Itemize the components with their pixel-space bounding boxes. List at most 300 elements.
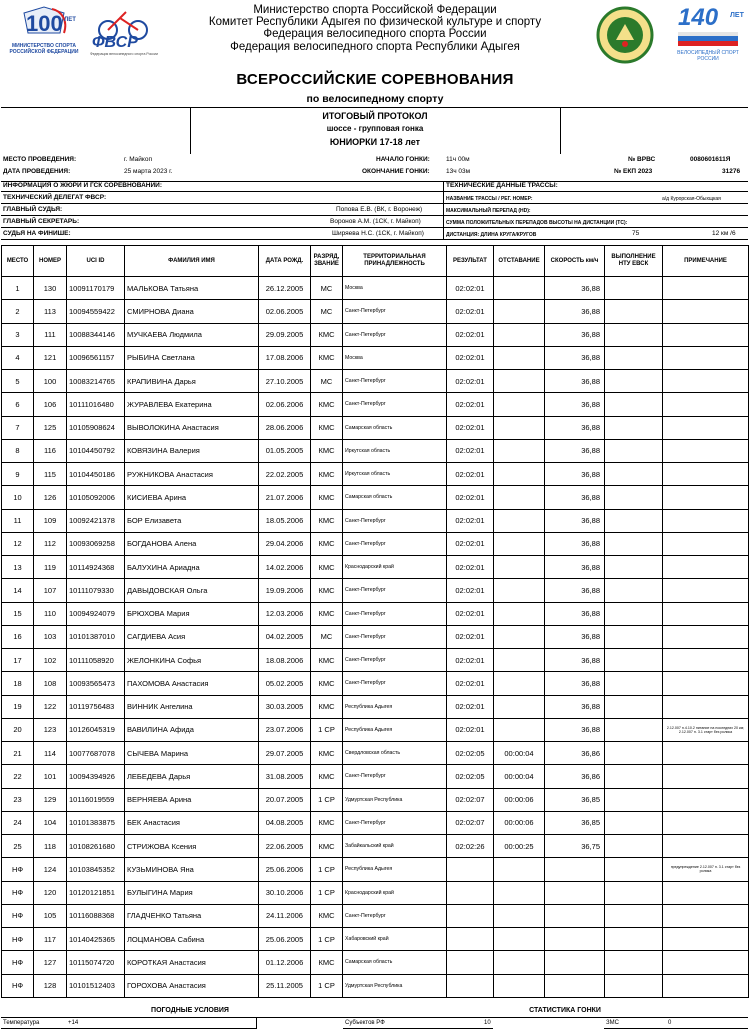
cell-ntu (605, 486, 663, 509)
table-row (2, 346, 749, 369)
distance-laps: 12 км /6 (712, 230, 736, 237)
cell-note (663, 416, 749, 439)
cell-ntu (605, 323, 663, 346)
cell-place: 15 (2, 602, 34, 625)
table-row (2, 788, 749, 811)
cell-rider-name: БАЛУХИНА Ариадна (125, 556, 259, 579)
subjects-label: Субъектов РФ (345, 1020, 385, 1026)
cell-gap (494, 695, 545, 718)
cell-bib: 114 (34, 742, 67, 765)
cell-place: НФ (2, 951, 34, 974)
cell-uci-id: 10111016480 (67, 393, 125, 416)
cell-rider-name: БУЛЫГИНА Мария (125, 881, 259, 904)
cell-note (663, 625, 749, 648)
cell-region: Санкт-Петербург (343, 393, 447, 416)
cell-bib: 128 (34, 974, 67, 997)
anniversary-140-logo (668, 4, 748, 66)
ministry-logo (4, 3, 84, 61)
cell-rider-name: ГЛАДЧЕНКО Татьяна (125, 904, 259, 927)
cell-rider-name: САГДИЕВА Асия (125, 625, 259, 648)
cell-birth-date: 17.08.2006 (259, 346, 311, 369)
cell-place: 21 (2, 742, 34, 765)
cell-result: 02:02:07 (447, 811, 494, 834)
cell-region: Самарская область (343, 951, 447, 974)
cell-bib: 129 (34, 788, 67, 811)
cell-rank: КМС (311, 509, 343, 532)
cell-speed: 36,88 (545, 649, 605, 672)
cell-rank: 1 СР (311, 718, 343, 741)
table-row (2, 835, 749, 858)
cell-uci-id: 10094394926 (67, 765, 125, 788)
ekp-label: № ЕКП 2023 (614, 168, 653, 175)
cell-ntu (605, 928, 663, 951)
cell-gap: 00:00:04 (494, 765, 545, 788)
cell-uci-id: 10088344146 (67, 323, 125, 346)
cell-rank: 1 СР (311, 858, 343, 881)
cell-bib: 125 (34, 416, 67, 439)
cell-rank: КМС (311, 556, 343, 579)
cell-bib: 109 (34, 509, 67, 532)
cell-speed: 36,85 (545, 788, 605, 811)
table-row (2, 323, 749, 346)
cell-speed: 36,88 (545, 486, 605, 509)
cell-birth-date: 22.06.2005 (259, 835, 311, 858)
cell-place: 14 (2, 579, 34, 602)
column-header: ФАМИЛИЯ ИМЯ (125, 246, 259, 277)
cell-rank: МС (311, 300, 343, 323)
cell-note (663, 370, 749, 393)
table-row (2, 509, 749, 532)
cell-uci-id: 10104450792 (67, 439, 125, 462)
cell-result: 02:02:01 (447, 463, 494, 486)
cell-region: Республика Адыгея (343, 858, 447, 881)
discipline: шоссе - групповая гонка (326, 124, 424, 133)
cell-speed: 36,88 (545, 323, 605, 346)
table-row (2, 742, 749, 765)
cell-note (663, 974, 749, 997)
cell-speed: 36,88 (545, 277, 605, 300)
cell-birth-date: 02.06.2006 (259, 393, 311, 416)
cell-result: 02:02:01 (447, 393, 494, 416)
cell-rider-name: КУЗЬМИНОВА Яна (125, 858, 259, 881)
cell-bib: 102 (34, 649, 67, 672)
cell-rank: КМС (311, 323, 343, 346)
cell-result: 02:02:01 (447, 649, 494, 672)
cell-region: Санкт-Петербург (343, 532, 447, 555)
cell-gap (494, 416, 545, 439)
cell-uci-id: 10111058920 (67, 649, 125, 672)
cell-birth-date: 04.08.2005 (259, 811, 311, 834)
cell-birth-date: 31.08.2005 (259, 765, 311, 788)
cell-rider-name: БРЮХОВА Мария (125, 602, 259, 625)
cell-rank: КМС (311, 393, 343, 416)
cell-birth-date: 25.06.2005 (259, 928, 311, 951)
cell-region: Республика Адыгея (343, 718, 447, 741)
cell-result: 02:02:01 (447, 509, 494, 532)
cell-place: 13 (2, 556, 34, 579)
cell-ntu (605, 346, 663, 369)
track-name-label: НАЗВАНИЕ ТРАССЫ / РЕГ. НОМЕР: (446, 196, 533, 202)
cell-rider-name: КРАПИВИНА Дарья (125, 370, 259, 393)
table-row (2, 463, 749, 486)
cell-region: Санкт-Петербург (343, 904, 447, 927)
adygea-emblem (596, 6, 654, 64)
cell-place: 12 (2, 532, 34, 555)
table-row (2, 486, 749, 509)
cell-rank: КМС (311, 579, 343, 602)
column-header: ДАТА РОЖД. (259, 246, 311, 277)
cell-rank: КМС (311, 532, 343, 555)
cell-rider-name: ГОРОХОВА Анастасия (125, 974, 259, 997)
cell-region: Самарская область (343, 416, 447, 439)
cell-birth-date: 18.05.2006 (259, 509, 311, 532)
anniversary-number: 140 (678, 4, 719, 31)
cell-birth-date: 14.02.2006 (259, 556, 311, 579)
zmc-value: 0 (668, 1020, 672, 1026)
cell-rider-name: СТРИЖОВА Ксения (125, 835, 259, 858)
cell-gap: 00:00:25 (494, 835, 545, 858)
table-row (2, 579, 749, 602)
cell-ntu (605, 579, 663, 602)
cell-region: Удмуртская Республика (343, 788, 447, 811)
cell-place: 3 (2, 323, 34, 346)
divider (1, 107, 748, 108)
cell-place: 25 (2, 835, 34, 858)
cell-result: 02:02:01 (447, 718, 494, 741)
cell-uci-id: 10114924368 (67, 556, 125, 579)
cell-uci-id: 10120121851 (67, 881, 125, 904)
cell-result: 02:02:01 (447, 579, 494, 602)
start-value: 11ч 00м (446, 156, 470, 163)
cell-rank: 1 СР (311, 928, 343, 951)
cell-place: 24 (2, 811, 34, 834)
cell-gap (494, 904, 545, 927)
cell-bib: 111 (34, 323, 67, 346)
cell-note (663, 277, 749, 300)
cell-gap (494, 625, 545, 648)
cell-rank: КМС (311, 439, 343, 462)
cell-speed: 36,88 (545, 393, 605, 416)
table-row (2, 416, 749, 439)
cell-ntu (605, 649, 663, 672)
column-header: ВЫПОЛНЕНИЕ НТУ ЕВСК (605, 246, 663, 277)
table-row (2, 811, 749, 834)
flag-stripe-icon (678, 32, 738, 46)
finish-judge-value: Ширяева Н.С. (1СК, г. Майкоп) (332, 230, 424, 237)
cell-note (663, 928, 749, 951)
cell-birth-date: 30.10.2006 (259, 881, 311, 904)
cell-note (663, 532, 749, 555)
cell-result: 02:02:01 (447, 602, 494, 625)
cell-birth-date: 25.06.2006 (259, 858, 311, 881)
cell-gap (494, 323, 545, 346)
header-line-3: Федерация велосипедного спорта России (263, 28, 487, 40)
cell-uci-id: 10126045319 (67, 718, 125, 741)
column-header: ТЕРРИТОРИАЛЬНАЯ ПРИНАДЛЕЖНОСТЬ (343, 246, 447, 277)
cell-region: Хабаровский край (343, 928, 447, 951)
cell-rider-name: КОВЯЗИНА Валерия (125, 439, 259, 462)
column-header: ОТСТАВАНИЕ (494, 246, 545, 277)
chief-secretary-value: Воронов А.М. (1СК, г. Майкоп) (330, 218, 421, 225)
cell-uci-id: 10094924079 (67, 602, 125, 625)
cell-bib: 105 (34, 904, 67, 927)
cell-uci-id: 10101512403 (67, 974, 125, 997)
cell-rank: МС (311, 277, 343, 300)
cell-region: Удмуртская Республика (343, 974, 447, 997)
cell-region: Санкт-Петербург (343, 672, 447, 695)
cell-rider-name: ПАХОМОВА Анастасия (125, 672, 259, 695)
divider (1, 191, 748, 192)
cell-rank: КМС (311, 904, 343, 927)
cell-speed: 36,75 (545, 835, 605, 858)
cell-ntu (605, 509, 663, 532)
cell-place: 17 (2, 649, 34, 672)
cell-note: предупреждение 2.12.007 п. 3.1 старт без ролика (663, 858, 749, 881)
cell-bib: 117 (34, 928, 67, 951)
cell-birth-date: 02.06.2005 (259, 300, 311, 323)
table-row (2, 881, 749, 904)
cell-note (663, 695, 749, 718)
distance-label: ДИСТАНЦИЯ: ДЛИНА КРУГА/КРУГОВ (446, 232, 537, 238)
cell-result: 02:02:01 (447, 695, 494, 718)
cell-bib: 101 (34, 765, 67, 788)
cell-birth-date: 04.02.2005 (259, 625, 311, 648)
cell-gap (494, 532, 545, 555)
cell-note (663, 579, 749, 602)
cell-region: Краснодарский край (343, 556, 447, 579)
header-line-2: Комитет Республики Адыгея по физической культуре и спорту (208, 16, 542, 28)
cell-uci-id: 10083214765 (67, 370, 125, 393)
cell-uci-id: 10119756483 (67, 695, 125, 718)
cell-region: Санкт-Петербург (343, 300, 447, 323)
cell-result: 02:02:01 (447, 532, 494, 555)
cell-place: НФ (2, 928, 34, 951)
header-line-1: Министерство спорта Российской Федерации (253, 4, 497, 16)
cell-note (663, 486, 749, 509)
table-row (2, 625, 749, 648)
cell-rider-name: ЛЕБЕДЕВА Дарья (125, 765, 259, 788)
cell-birth-date: 01.05.2005 (259, 439, 311, 462)
cell-rank: МС (311, 370, 343, 393)
cell-speed (545, 951, 605, 974)
ekp-value: 31276 (722, 168, 741, 175)
cell-gap (494, 370, 545, 393)
cell-rank: МС (311, 625, 343, 648)
anniversary-caption: ВЕЛОСИПЕДНЫЙ СПОРТ РОССИИ (677, 50, 739, 62)
cell-uci-id: 10092421378 (67, 509, 125, 532)
fvsr-logo-text: ФВСР (92, 34, 138, 51)
cell-place: 23 (2, 788, 34, 811)
cell-place: 8 (2, 439, 34, 462)
cell-gap (494, 393, 545, 416)
cell-place: 11 (2, 509, 34, 532)
cell-ntu (605, 718, 663, 741)
cell-uci-id: 10096561157 (67, 346, 125, 369)
table-row (2, 532, 749, 555)
cell-note (663, 556, 749, 579)
cell-speed: 36,88 (545, 556, 605, 579)
cell-note (663, 951, 749, 974)
date-value: 25 марта 2023 г. (124, 168, 173, 175)
cell-gap (494, 346, 545, 369)
cell-speed: 36,88 (545, 672, 605, 695)
cell-gap (494, 300, 545, 323)
cell-place: 10 (2, 486, 34, 509)
date-label: ДАТА ПРОВЕДЕНИЯ: (3, 168, 71, 175)
cell-birth-date: 24.11.2006 (259, 904, 311, 927)
cell-speed (545, 904, 605, 927)
cell-gap (494, 951, 545, 974)
stats-title: СТАТИСТИКА ГОНКИ (529, 1007, 601, 1014)
cell-bib: 121 (34, 346, 67, 369)
cell-gap (494, 556, 545, 579)
cell-bib: 100 (34, 370, 67, 393)
cell-uci-id: 10105092006 (67, 486, 125, 509)
cell-ntu (605, 300, 663, 323)
cell-note (663, 439, 749, 462)
cell-region: Самарская область (343, 486, 447, 509)
cell-note (663, 393, 749, 416)
table-row (2, 695, 749, 718)
cell-bib: 126 (34, 486, 67, 509)
cell-ntu (605, 881, 663, 904)
divider (443, 181, 444, 240)
cell-region: Забайкальский край (343, 835, 447, 858)
cell-speed: 36,85 (545, 811, 605, 834)
cell-rider-name: РУЖНИКОВА Анастасия (125, 463, 259, 486)
cell-uci-id: 10077687078 (67, 742, 125, 765)
cell-place: 4 (2, 346, 34, 369)
cell-uci-id: 10094559422 (67, 300, 125, 323)
cell-ntu (605, 416, 663, 439)
vrvs-value: 0080601611Я (690, 156, 731, 163)
cell-result (447, 928, 494, 951)
cell-result: 02:02:01 (447, 300, 494, 323)
cell-place: 2 (2, 300, 34, 323)
divider (1, 1017, 748, 1018)
cell-uci-id: 10116019559 (67, 788, 125, 811)
divider (190, 107, 191, 154)
cell-region: Москва (343, 346, 447, 369)
cell-rank: КМС (311, 416, 343, 439)
temperature-value: +14 (68, 1020, 79, 1026)
divider (256, 1018, 257, 1029)
page-title: ВСЕРОССИЙСКИЕ СОРЕВНОВАНИЯ (236, 71, 514, 88)
cell-ntu (605, 532, 663, 555)
cell-note (663, 300, 749, 323)
column-header: РАЗРЯД, ЗВАНИЕ (311, 246, 343, 277)
cell-note (663, 788, 749, 811)
cell-uci-id: 10115074720 (67, 951, 125, 974)
divider (560, 107, 561, 154)
table-row (2, 858, 749, 881)
cell-speed: 36,88 (545, 509, 605, 532)
cell-birth-date: 29.07.2005 (259, 742, 311, 765)
cell-ntu (605, 811, 663, 834)
table-row (2, 556, 749, 579)
cell-result: 02:02:01 (447, 556, 494, 579)
cell-place: 22 (2, 765, 34, 788)
table-body (2, 277, 749, 998)
table-row (2, 370, 749, 393)
cell-birth-date: 18.08.2006 (259, 649, 311, 672)
cell-bib: 127 (34, 951, 67, 974)
cell-bib: 107 (34, 579, 67, 602)
table-row (2, 974, 749, 997)
cell-gap (494, 881, 545, 904)
cell-bib: 108 (34, 672, 67, 695)
cell-rider-name: БОГДАНОВА Алена (125, 532, 259, 555)
cell-bib: 103 (34, 625, 67, 648)
cell-gap (494, 463, 545, 486)
cell-uci-id: 10104450186 (67, 463, 125, 486)
cell-note (663, 881, 749, 904)
cell-region: Санкт-Петербург (343, 649, 447, 672)
age-category: ЮНИОРКИ 17-18 лет (329, 137, 421, 147)
cell-ntu (605, 277, 663, 300)
cell-region: Республика Адыгея (343, 695, 447, 718)
cell-uci-id: 10091170179 (67, 277, 125, 300)
cell-ntu (605, 858, 663, 881)
cell-birth-date: 19.09.2006 (259, 579, 311, 602)
cell-note (663, 765, 749, 788)
cell-result (447, 881, 494, 904)
cell-result: 02:02:26 (447, 835, 494, 858)
cell-birth-date: 20.07.2005 (259, 788, 311, 811)
cell-gap (494, 439, 545, 462)
cell-region: Иркутская область (343, 439, 447, 462)
cell-result: 02:02:01 (447, 672, 494, 695)
cell-rider-name: МАЛЬКОВА Татьяна (125, 277, 259, 300)
cell-note (663, 602, 749, 625)
cell-rank: КМС (311, 695, 343, 718)
cell-rider-name: КОРОТКАЯ Анастасия (125, 951, 259, 974)
cell-place: 1 (2, 277, 34, 300)
page-subtitle: по велосипедному спорту (306, 93, 444, 105)
cell-ntu (605, 625, 663, 648)
cell-birth-date: 30.03.2005 (259, 695, 311, 718)
cell-rider-name: БОР Елизавета (125, 509, 259, 532)
cell-speed (545, 974, 605, 997)
track-label: ТЕХНИЧЕСКИЕ ДАННЫЕ ТРАССЫ: (446, 182, 558, 189)
column-header: РЕЗУЛЬТАТ (447, 246, 494, 277)
column-header: UCI ID (67, 246, 125, 277)
cell-ntu (605, 602, 663, 625)
cell-birth-date: 29.09.2005 (259, 323, 311, 346)
cell-speed: 36,86 (545, 742, 605, 765)
cell-speed (545, 881, 605, 904)
cell-rider-name: ЖУРАВЛЕВА Екатерина (125, 393, 259, 416)
climb-label: СУММА ПОЛОЖИТЕЛЬНЫХ ПЕРЕПАДОВ ВЫСОТЫ НА ДИСТАНЦИИ (ТС): (446, 220, 628, 226)
results-table (1, 245, 749, 998)
vrvs-label: № ВРВС (628, 156, 656, 163)
cell-result: 02:02:07 (447, 788, 494, 811)
cell-place: 18 (2, 672, 34, 695)
cell-speed: 36,88 (545, 463, 605, 486)
cell-speed: 36,88 (545, 370, 605, 393)
cell-birth-date: 12.03.2006 (259, 602, 311, 625)
cell-place: 9 (2, 463, 34, 486)
cell-result (447, 951, 494, 974)
cell-gap (494, 672, 545, 695)
cell-rank: КМС (311, 602, 343, 625)
cell-speed (545, 928, 605, 951)
ministry-logo-caption: МИНИСТЕРСТВО СПОРТА РОССИЙСКОЙ ФЕДЕРАЦИИ (9, 43, 79, 55)
cell-birth-date: 27.10.2005 (259, 370, 311, 393)
cell-bib: 106 (34, 393, 67, 416)
divider (1, 239, 748, 240)
cell-result: 02:02:05 (447, 742, 494, 765)
